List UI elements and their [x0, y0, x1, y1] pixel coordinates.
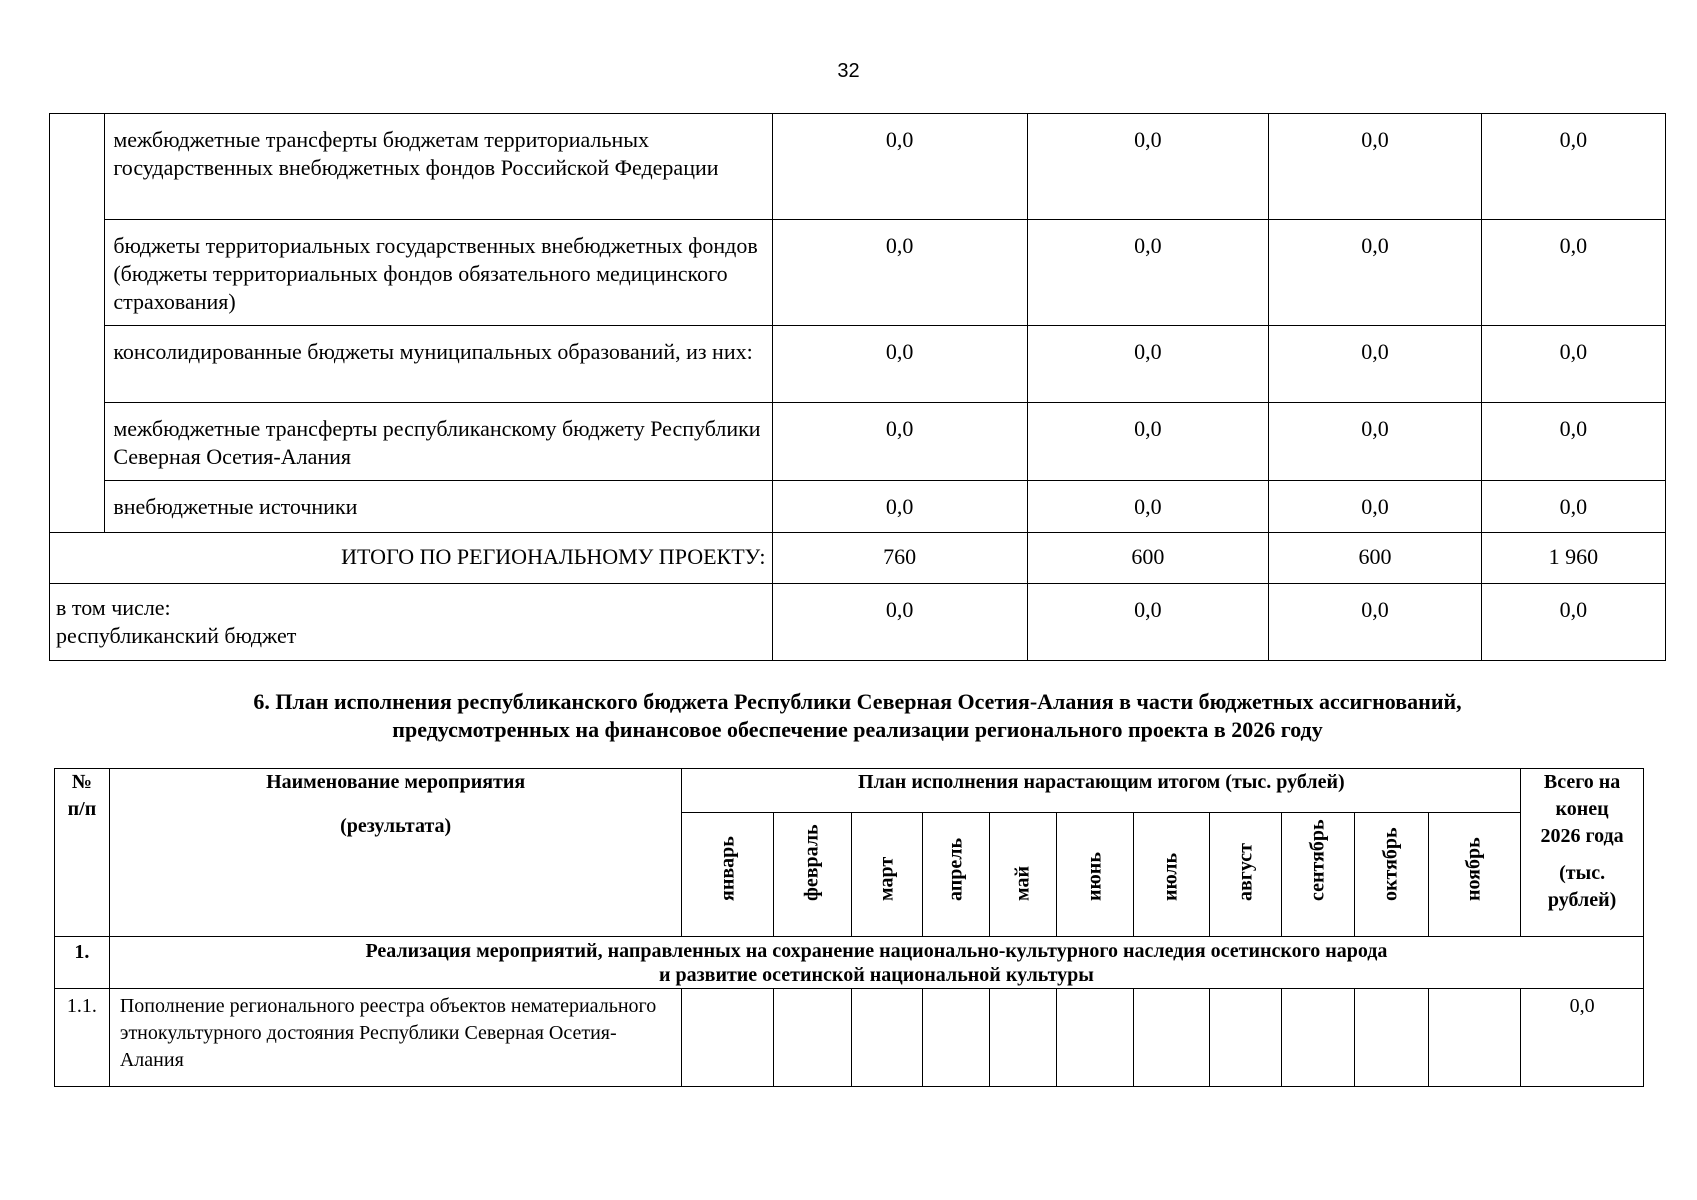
table-row: [50, 326, 1666, 403]
value-cell: 0,0: [772, 326, 1027, 403]
group-title-line1: Реализация мероприятий, направленных на сохранение национально-культурного наследия осетинского народа: [365, 940, 1388, 962]
funding-sources-table: [49, 113, 1666, 661]
value-cell: 0,0: [1269, 584, 1482, 661]
including-line2: республиканский бюджет: [56, 623, 297, 648]
value-cell: 0,0: [1269, 114, 1482, 220]
month-april: апрель: [923, 813, 990, 937]
empty-cell: [1282, 989, 1355, 1087]
month-march: март: [851, 813, 923, 937]
empty-cell: [1134, 989, 1210, 1087]
total-value: 1 960: [1481, 533, 1665, 584]
table-row: [50, 403, 1666, 481]
empty-cell: [1056, 989, 1134, 1087]
value-cell: 0,0: [772, 220, 1027, 326]
value-cell: 0,0: [1269, 403, 1482, 481]
value-cell: 0,0: [1027, 584, 1268, 661]
month-october: октябрь: [1355, 813, 1429, 937]
total-label: ИТОГО ПО РЕГИОНАЛЬНОМУ ПРОЕКТУ:: [50, 533, 773, 584]
name-header: [109, 769, 682, 937]
value-cell: 0,0: [1269, 326, 1482, 403]
row-num: 1.1.: [55, 989, 110, 1087]
num-header: [55, 769, 110, 937]
total-header-line2: конец: [1555, 798, 1609, 820]
value-cell: 0,0: [1027, 114, 1268, 220]
budget-plan-table: [54, 768, 1644, 1087]
total-value: 760: [772, 533, 1027, 584]
value-cell: 0,0: [1269, 481, 1482, 533]
empty-cell: [1428, 989, 1521, 1087]
total-header-line5: рублей): [1547, 889, 1617, 911]
row-label: межбюджетные трансферты республиканскому бюджету Республики Северная Осетия-Алания: [105, 403, 772, 481]
group-title-line2: и развитие осетинской национальной культуры: [658, 964, 1094, 986]
total-header-line3: 2026 года: [1540, 825, 1624, 847]
section-title-line1: 6. План исполнения республиканского бюджета Республики Северная Осетия-Алания в части бюджетных ассигнований,: [253, 689, 1462, 714]
month-may: май: [989, 813, 1056, 937]
empty-cell: [1355, 989, 1429, 1087]
row-total: 0,0: [1521, 989, 1644, 1087]
table-row: [50, 114, 1666, 220]
value-cell: 0,0: [1027, 326, 1268, 403]
group-row: [55, 937, 1644, 989]
table-row: [55, 989, 1644, 1087]
value-cell: 0,0: [1481, 403, 1665, 481]
total-value: 600: [1027, 533, 1268, 584]
row-label: консолидированные бюджеты муниципальных образований, из них:: [105, 326, 772, 403]
value-cell: 0,0: [1481, 220, 1665, 326]
page-number: 32: [837, 60, 860, 82]
row-label: бюджеты территориальных государственных внебюджетных фондов (бюджеты территориальных фондов обязательного медицинского страхования): [105, 220, 772, 326]
empty-cell: [1209, 989, 1282, 1087]
including-line1: в том числе:: [56, 595, 171, 620]
month-june: июнь: [1056, 813, 1134, 937]
including-row: [50, 584, 1666, 661]
value-cell: 0,0: [1269, 220, 1482, 326]
total-header-line1: Всего на: [1543, 771, 1621, 793]
empty-cell: [989, 989, 1056, 1087]
value-cell: 0,0: [1481, 326, 1665, 403]
num-header-line2: п/п: [67, 798, 97, 820]
month-july: июль: [1134, 813, 1210, 937]
empty-cell: [923, 989, 990, 1087]
value-cell: 0,0: [772, 114, 1027, 220]
value-cell: 0,0: [1481, 114, 1665, 220]
empty-cell: [682, 989, 774, 1087]
month-september: сентябрь: [1282, 813, 1355, 937]
empty-cell: [774, 989, 852, 1087]
group-title: [109, 937, 1643, 989]
name-header-line1: Наименование мероприятия: [266, 771, 526, 793]
value-cell: 0,0: [772, 584, 1027, 661]
row-label: межбюджетные трансферты бюджетам территориальных государственных внебюджетных фондов Российской Федерации: [105, 114, 772, 220]
header-row: [55, 769, 1644, 813]
table-row: [50, 220, 1666, 326]
total-header: [1521, 769, 1644, 937]
total-row: [50, 533, 1666, 584]
table-row: [50, 481, 1666, 533]
name-header-line2: (результата): [340, 815, 452, 837]
month-february: февраль: [774, 813, 852, 937]
value-cell: 0,0: [1481, 481, 1665, 533]
empty-cell: [851, 989, 923, 1087]
value-cell: 0,0: [1027, 481, 1268, 533]
value-cell: 0,0: [1481, 584, 1665, 661]
value-cell: 0,0: [1027, 403, 1268, 481]
value-cell: 0,0: [1027, 220, 1268, 326]
row-label: внебюджетные источники: [105, 481, 772, 533]
group-num: 1.: [55, 937, 110, 989]
plan-header: План исполнения нарастающим итогом (тыс. рублей): [682, 769, 1521, 813]
month-november: ноябрь: [1428, 813, 1521, 937]
including-label: [50, 584, 773, 661]
section-title: [49, 688, 1666, 744]
row-name: Пополнение регионального реестра объектов нематериального этнокультурного достояния Республики Северная Осетия-Алания: [109, 989, 682, 1087]
total-header-line4: (тыс.: [1559, 862, 1606, 884]
total-value: 600: [1269, 533, 1482, 584]
section-title-line2: предусмотренных на финансовое обеспечение реализации регионального проекта в 2026 году: [392, 717, 1323, 742]
empty-cell: [50, 114, 105, 533]
month-january: январь: [682, 813, 774, 937]
value-cell: 0,0: [772, 481, 1027, 533]
value-cell: 0,0: [772, 403, 1027, 481]
num-header-line1: №: [71, 771, 92, 793]
month-august: август: [1209, 813, 1282, 937]
